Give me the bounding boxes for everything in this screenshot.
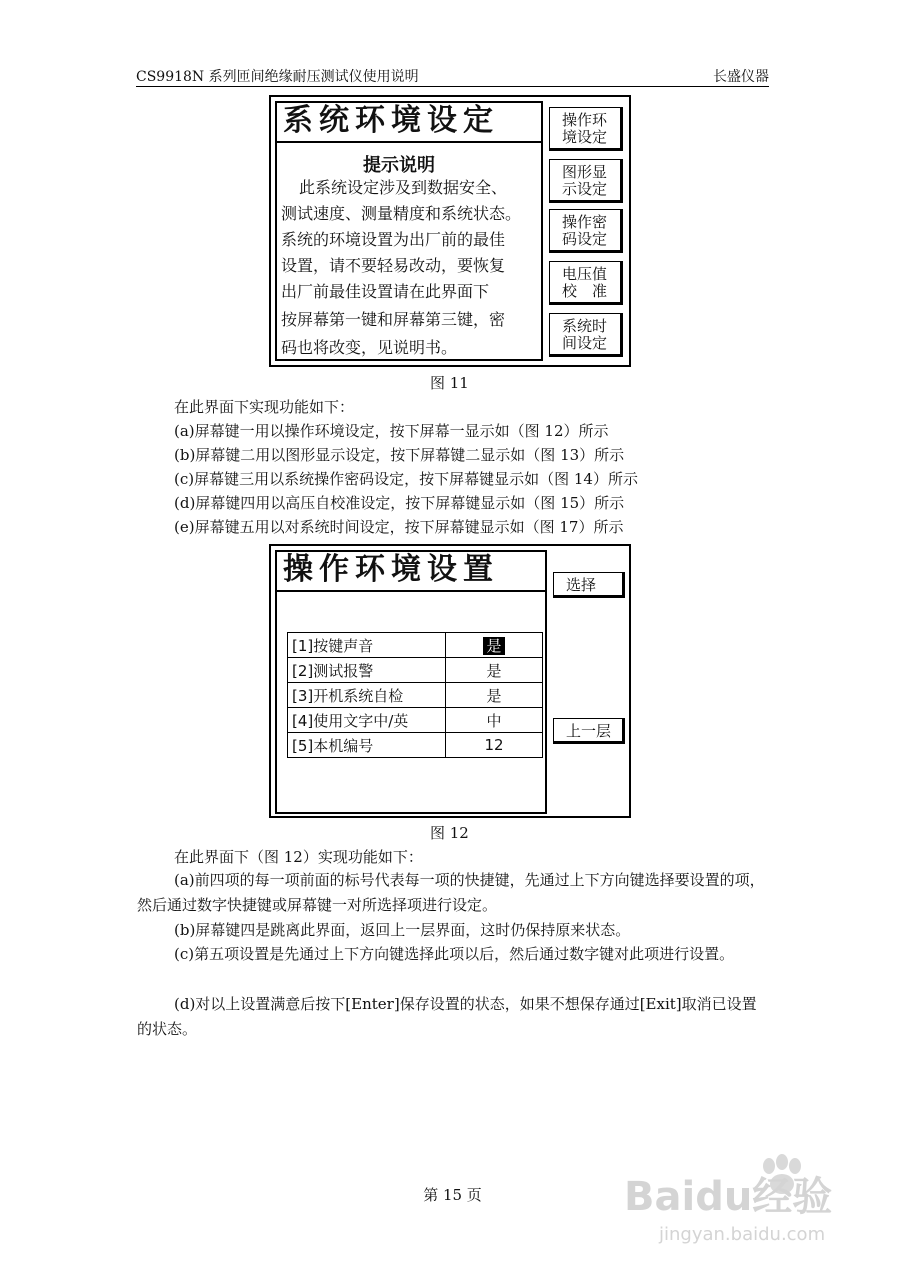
setting-value-cell bbox=[446, 633, 543, 658]
table-row[interactable] bbox=[288, 708, 543, 733]
watermark-url: jingyan.baidu.com bbox=[659, 1224, 826, 1245]
softkey-line: 码设定 bbox=[562, 230, 608, 248]
paragraph bbox=[137, 942, 769, 967]
hint-title: 提示说明 bbox=[363, 155, 435, 176]
baidu-watermark-icon bbox=[619, 1148, 849, 1248]
softkey-line: 操作密 bbox=[562, 213, 608, 231]
figure-12-caption: 图 12 bbox=[430, 824, 469, 842]
softkey-voltage-calibration[interactable] bbox=[549, 261, 623, 305]
doc-title: CS9918N 系列匝间绝缘耐压测试仪使用说明 bbox=[136, 69, 419, 85]
paragraph-text: (b)屏幕键四是跳离此界面，返回上一层界面，这时仍保持原来状态。 bbox=[174, 921, 631, 939]
setting-value[interactable]: 中 bbox=[446, 708, 543, 733]
setting-label: [2]测试报警 bbox=[288, 658, 446, 683]
paragraph bbox=[137, 992, 769, 1042]
page-number: 第 15 页 bbox=[423, 1186, 482, 1204]
setting-label: [1]按键声音 bbox=[288, 633, 446, 658]
setting-value-selected[interactable]: 是 bbox=[483, 637, 504, 655]
softkey-line: 间设定 bbox=[562, 334, 608, 352]
table-row[interactable] bbox=[288, 683, 543, 708]
hint-line: 测试速度、测量精度和系统状态。 bbox=[281, 204, 522, 223]
figure-12-main-panel bbox=[275, 550, 547, 814]
softkey-line: 示设定 bbox=[562, 180, 608, 198]
function-item: (e)屏幕键五用以对系统时间设定，按下屏幕键显示如（图 17）所示 bbox=[174, 518, 624, 536]
softkey-line: 图形显 bbox=[562, 163, 608, 181]
setting-label: [4]使用文字中/英 bbox=[288, 708, 446, 733]
function-item: (a)屏幕键一用以操作环境设定，按下屏幕一显示如（图 12）所示 bbox=[174, 422, 609, 440]
function-item: (d)屏幕键四用以高压自校准设定，按下屏幕键显示如（图 15）所示 bbox=[174, 494, 625, 512]
function-item: (b)屏幕键二用以图形显示设定，按下屏幕键二显示如（图 13）所示 bbox=[174, 446, 625, 464]
table-row[interactable] bbox=[288, 658, 543, 683]
hint-line: 系统的环境设置为出厂前的最佳 bbox=[281, 230, 506, 249]
paragraph bbox=[137, 918, 769, 943]
softkey-line: 操作环 bbox=[562, 111, 608, 129]
page-header bbox=[136, 64, 769, 87]
figure-11-title: 系统环境设定 bbox=[277, 103, 541, 143]
hint-line: 出厂前最佳设置请在此界面下 bbox=[281, 282, 490, 301]
function-item: (c)屏幕键三用以系统操作密码设定，按下屏幕键显示如（图 14）所示 bbox=[174, 470, 638, 488]
intro-text: 在此界面下（图 12）实现功能如下： bbox=[174, 848, 423, 866]
paragraph-text: (a)前四项的每一项前面的标号代表每一项的快捷键，先通过上下方向键选择要设置的项，然后通过数字快捷键或屏幕键一对所选择项进行设定。 bbox=[137, 871, 765, 914]
softkey-operating-env[interactable] bbox=[549, 107, 623, 151]
softkey-password[interactable] bbox=[549, 209, 623, 253]
paragraph-text: (c)第五项设置是先通过上下方向键选择此项以后，然后通过数字键对此项进行设置。 bbox=[174, 945, 735, 963]
softkey-line: 系统时 bbox=[562, 317, 608, 335]
setting-value[interactable]: 是 bbox=[446, 658, 543, 683]
watermark-brand: Baidu经验 bbox=[624, 1174, 833, 1220]
select-button[interactable]: 选择 bbox=[553, 572, 625, 598]
softkey-line: 境设定 bbox=[562, 128, 608, 146]
figure-11-main-panel bbox=[275, 101, 543, 361]
setting-value[interactable]: 是 bbox=[446, 683, 543, 708]
paragraph-text: (d)对以上设置满意后按下[Enter]保存设置的状态，如果不想保存通过[Exit]取消已设置的状态。 bbox=[137, 995, 757, 1038]
paragraph bbox=[137, 868, 769, 918]
hint-line: 按屏幕第一键和屏幕第三键，密 bbox=[281, 310, 506, 329]
setting-label: [5]本机编号 bbox=[288, 733, 446, 758]
hint-line: 此系统设定涉及到数据安全、 bbox=[299, 178, 508, 197]
settings-table bbox=[287, 632, 543, 758]
figure-12-screen bbox=[269, 544, 631, 818]
back-button[interactable]: 上一层 bbox=[553, 718, 625, 744]
figure-11-caption: 图 11 bbox=[430, 374, 469, 392]
table-row[interactable] bbox=[288, 633, 543, 658]
setting-value[interactable]: 12 bbox=[446, 733, 543, 758]
figure-12-title: 操作环境设置 bbox=[277, 552, 545, 592]
softkey-graphic-display[interactable] bbox=[549, 159, 623, 203]
softkey-system-time[interactable] bbox=[549, 313, 623, 357]
intro-text: 在此界面下实现功能如下： bbox=[174, 398, 355, 416]
softkey-line: 校 准 bbox=[562, 282, 608, 300]
company-name: 长盛仪器 bbox=[713, 69, 769, 85]
table-row[interactable] bbox=[288, 733, 543, 758]
figure-11-screen bbox=[269, 95, 631, 367]
hint-line: 码也将改变，见说明书。 bbox=[281, 338, 458, 357]
hint-line: 设置，请不要轻易改动，要恢复 bbox=[281, 256, 506, 275]
softkey-line: 电压值 bbox=[562, 265, 608, 283]
setting-label: [3]开机系统自检 bbox=[288, 683, 446, 708]
